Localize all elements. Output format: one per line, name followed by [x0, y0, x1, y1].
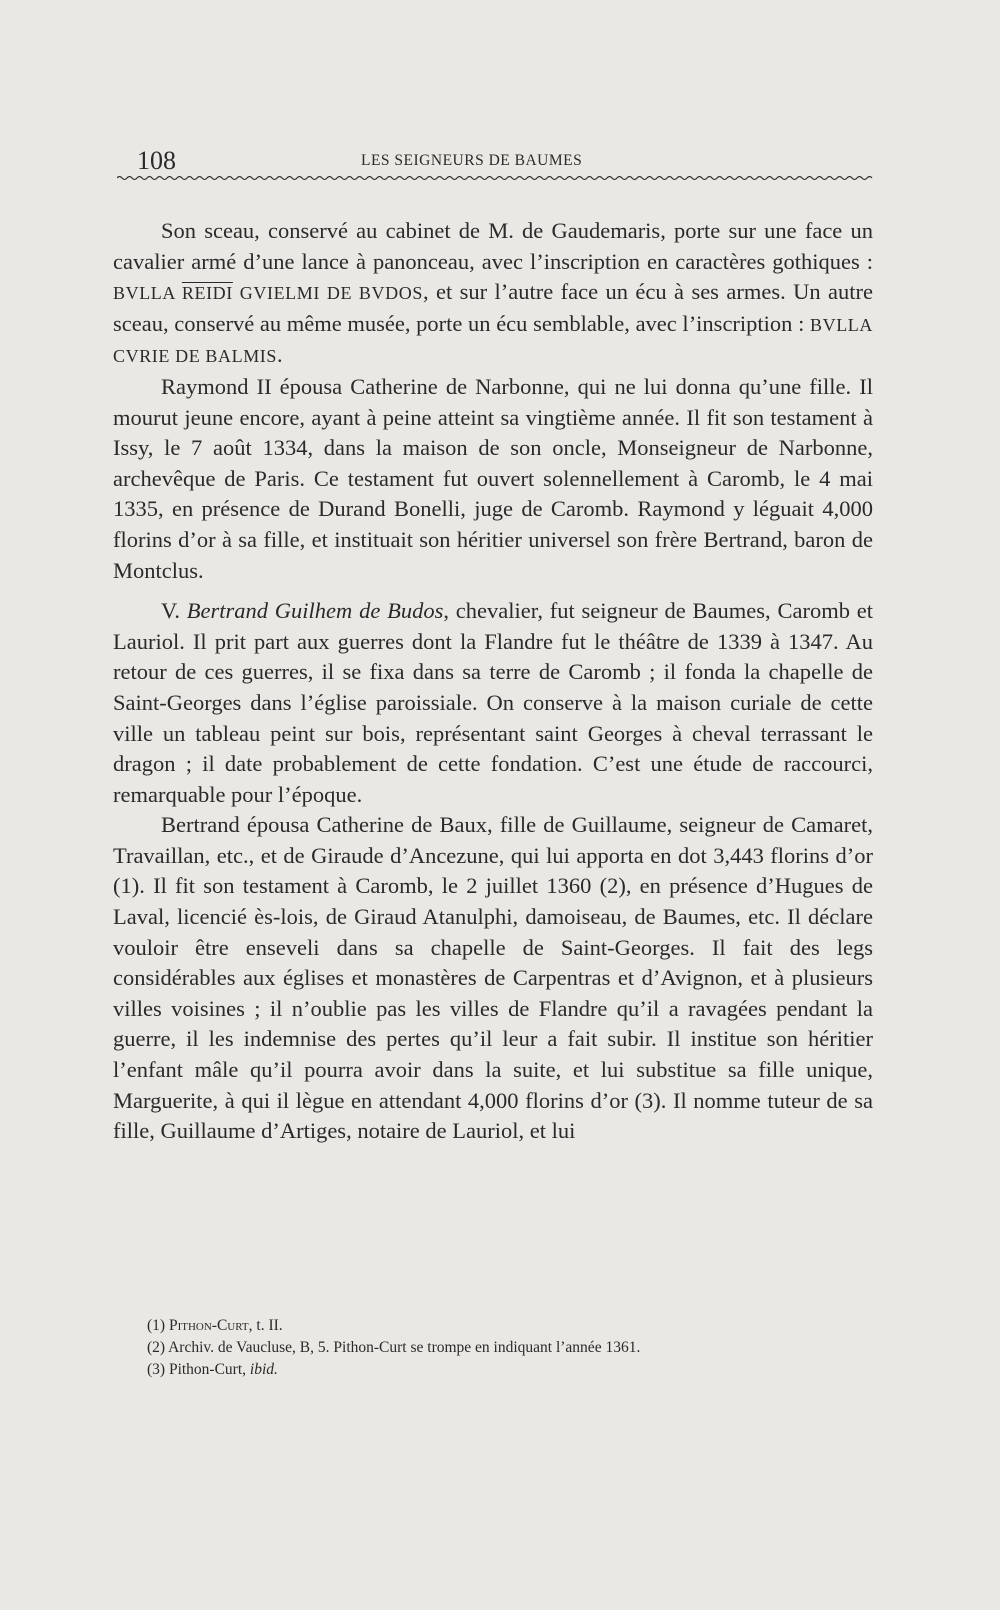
page-number: 108	[137, 146, 176, 175]
text-run: Son sceau, conservé au cabinet de M. de Gaudemaris, porte sur une face un cavalier armé d’une lance à panonceau, avec l’inscription en caractères gothiques :	[113, 218, 873, 274]
footnotes	[147, 1315, 847, 1381]
footnote-number: (1)	[147, 1317, 169, 1334]
footnote-author: Pithon-Curt	[168, 1317, 249, 1334]
text-run: V.	[161, 598, 187, 624]
inscription-abbreviation: REIDI	[181, 283, 233, 304]
person-name: Bertrand Guilhem de Budos	[186, 598, 444, 624]
ibid-text: ibid.	[249, 1361, 278, 1378]
text-run: , t. II.	[248, 1317, 283, 1334]
footnote-3	[147, 1359, 847, 1381]
text-run: , et sur l’autre face un écu à ses armes. Un autre sceau, conservé au même musée, porte un écu semblable, avec l’inscription :	[113, 279, 873, 336]
page-header	[137, 146, 872, 176]
paragraph-bertrand	[113, 596, 873, 810]
paragraph-seals	[113, 216, 873, 372]
footnote-1	[147, 1315, 847, 1337]
footnote-2: (2) Archiv. de Vaucluse, B, 5. Pithon-Curt se trompe en indiquant l’année 1361.	[147, 1339, 641, 1356]
paragraph-marriage: Bertrand épousa Catherine de Baux, fille de Guillaume, seigneur de Camaret, Travaillan, etc., et de Giraude d’Ancezune, qui lui apporta en dot 3,443 florins d’or (1). Il fit son testament à Caromb, le 2 juillet 1360 (2), en présence d’Hugues de Laval, licencié ès-lois, de Giraud Atanulphi, damoiseau, de Baumes, etc. Il déclare vouloir être enseveli dans sa chapelle de Saint-Georges. Il fait des legs considérables aux églises et monastères de Carpentras et d’Avignon, et à plusieurs villes voisines ; il n’oublie pas les villes de Flandre qu’il a ravagées pendant la guerre, il les indemnise des pertes qu’il leur a fait subir. Il institue son héritier l’enfant mâle qu’il pourra avoir dans la suite, et lui substitue sa fille unique, Marguerite, à qui il lègue en attendant 4,000 florins d’or (3). Il nomme tuteur de sa fille, Guillaume d’Artiges, notaire de Lauriol, et lui	[113, 812, 873, 1144]
text-run: , chevalier, fut seigneur de Baumes, Caromb et Lauriol. Il prit part aux guerres dont la Flandre fut le théâtre de 1339 à 1347. Au retour de ces guerres, il se fixa dans sa terre de Caromb ; il fonda la chapelle de Saint-Georges dans l’église paroissiale. On conserve à la maison curiale de cette ville un tableau peint sur bois, représentant saint Georges à cheval terrassant le dragon ; il date probablement de cette fondation. C’est une étude de raccourci, remarquable pour l’époque.	[113, 598, 873, 807]
running-title: LES SEIGNEURS DE BAUMES	[361, 152, 583, 169]
paragraph-raymond: Raymond II épousa Catherine de Narbonne, qui ne lui donna qu’une fille. Il mourut jeune encore, ayant à peine atteint sa vingtième année. Il fit son testament à Issy, le 7 août 1334, dans la maison de son oncle, Monseigneur de Narbonne, archevêque de Paris. Ce testament fut ouvert solennellement à Caromb, le 4 mai 1335, en présence de Durand Bonelli, juge de Caromb. Raymond y léguait 4,000 florins d’or à sa fille, et instituait son héritier universel son frère Bertrand, baron de Montclus.	[113, 373, 873, 583]
header-wavy-rule	[117, 174, 873, 182]
body-text	[113, 216, 873, 1147]
text-run: (3) Pithon-Curt,	[147, 1361, 250, 1378]
inscription-text: GVIELMI DE BVDOS	[232, 283, 423, 304]
inscription-text: BVLLA CVRIE DE BALMIS	[113, 314, 873, 367]
text-run: .	[277, 342, 283, 368]
inscription-text: BVLLA	[113, 283, 182, 304]
